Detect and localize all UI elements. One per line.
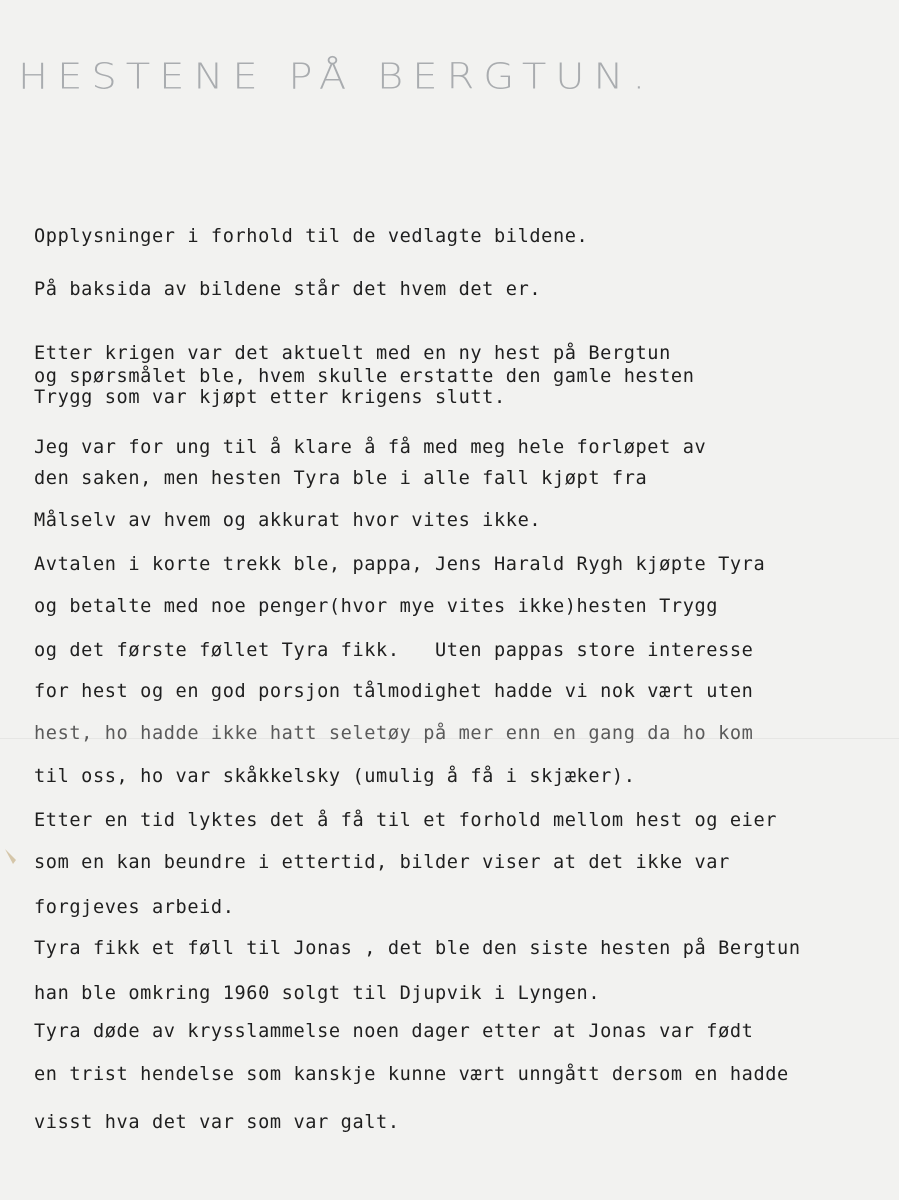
text-line: Etter krigen var det aktuelt med en ny hest på Bergtun bbox=[34, 343, 671, 364]
handwritten-title: HESTENE PÅ BERGTUN. bbox=[18, 56, 655, 98]
text-line: Målselv av hvem og akkurat hvor vites ikke. bbox=[34, 510, 542, 531]
text-line: Tyra fikk et føll til Jonas , det ble den siste hesten på Bergtun bbox=[34, 938, 801, 959]
text-line: Opplysninger i forhold til de vedlagte bildene. bbox=[34, 226, 589, 247]
text-line: hest, ho hadde ikke hatt seletøy på mer enn en gang da ho kom bbox=[34, 723, 754, 744]
text-line: og det første føllet Tyra fikk. Uten pappas store interesse bbox=[34, 640, 754, 661]
text-line: som en kan beundre i ettertid, bilder viser at det ikke var bbox=[34, 852, 730, 873]
text-line: På baksida av bildene står det hvem det er. bbox=[34, 279, 542, 300]
text-line: Etter en tid lyktes det å få til et forhold mellom hest og eier bbox=[34, 810, 778, 831]
text-line: til oss, ho var skåkkelsky (umulig å få i skjæker). bbox=[34, 766, 636, 787]
text-line: den saken, men hesten Tyra ble i alle fall kjøpt fra bbox=[34, 468, 648, 489]
text-line: Avtalen i korte trekk ble, pappa, Jens Harald Rygh kjøpte Tyra bbox=[34, 554, 766, 575]
text-line: Trygg som var kjøpt etter krigens slutt. bbox=[34, 387, 506, 408]
text-line: og spørsmålet ble, hvem skulle erstatte den gamle hesten bbox=[34, 366, 695, 387]
text-line: visst hva det var som var galt. bbox=[34, 1112, 400, 1133]
text-line: han ble omkring 1960 solgt til Djupvik i Lyngen. bbox=[34, 983, 601, 1004]
text-line: forgjeves arbeid. bbox=[34, 897, 235, 918]
text-line: en trist hendelse som kanskje kunne vært unngått dersom en hadde bbox=[34, 1064, 789, 1085]
text-line: Tyra døde av krysslammelse noen dager etter at Jonas var født bbox=[34, 1021, 754, 1042]
text-line: Jeg var for ung til å klare å få med meg hele forløpet av bbox=[34, 437, 707, 458]
paper-mark-icon bbox=[4, 848, 18, 866]
text-line: og betalte med noe penger(hvor mye vites ikke)hesten Trygg bbox=[34, 596, 719, 617]
text-line: for hest og en god porsjon tålmodighet hadde vi nok vært uten bbox=[34, 681, 754, 702]
